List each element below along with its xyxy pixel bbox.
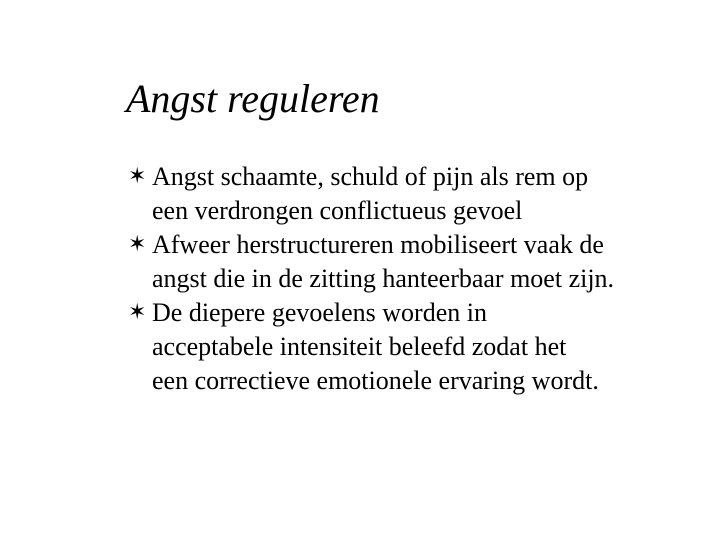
bullet-text-line: een verdrongen conflictueus gevoel [152, 196, 523, 225]
bullet-text-line: Afweer herstructureren mobiliseert vaak de [152, 230, 604, 259]
bullet-text-line: angst die in de zitting hanteerbaar moet zijn. [152, 264, 615, 293]
star-bullet-icon: ✶ [128, 164, 147, 189]
bullet-text-line: acceptabele intensiteit beleefd zodat het [152, 332, 567, 361]
star-bullet-icon: ✶ [128, 300, 147, 325]
bullet-text-line: De diepere gevoelens worden in [152, 298, 487, 327]
bullet-item [128, 228, 718, 296]
bullet-text-line: een correctieve emotionele ervaring wordt. [152, 366, 599, 395]
bullet-list [128, 160, 718, 398]
bullet-text-line: Angst schaamte, schuld of pijn als rem op [152, 162, 589, 191]
bullet-item [128, 160, 718, 228]
star-bullet-icon: ✶ [128, 232, 147, 257]
bullet-item [128, 296, 718, 398]
slide-title: Angst reguleren [126, 75, 380, 121]
